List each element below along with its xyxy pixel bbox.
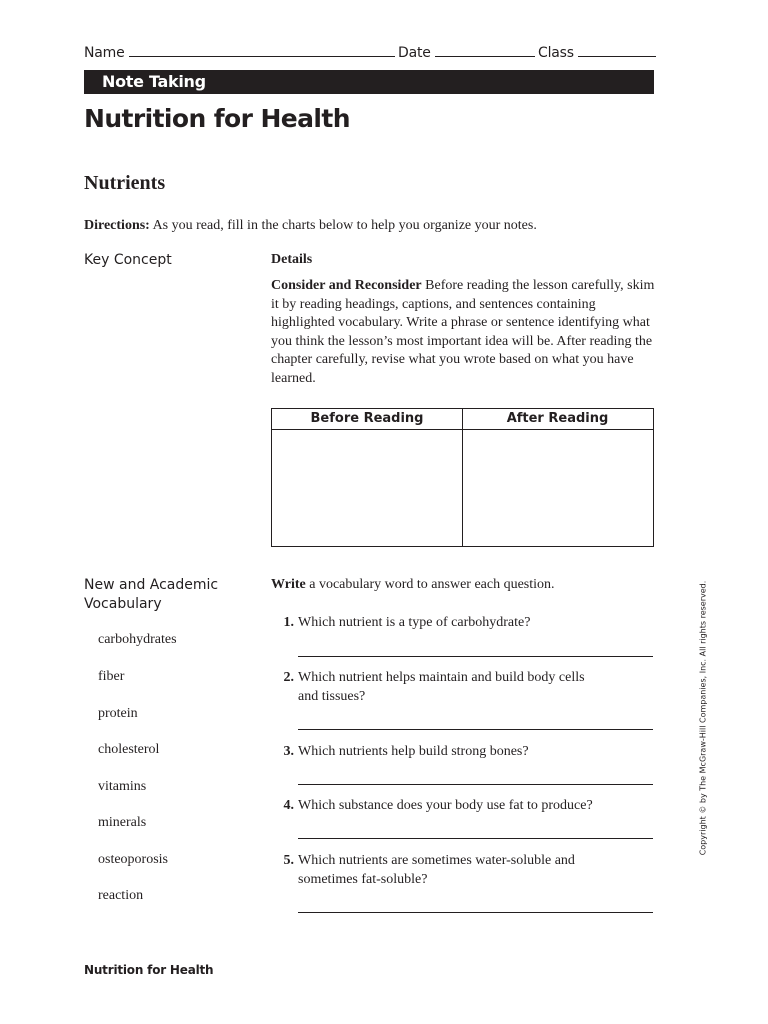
- vocabulary-heading: [84, 576, 218, 614]
- question-text: Which nutrients help build strong bones?: [298, 744, 529, 759]
- consider-paragraph: [271, 277, 656, 388]
- question-number: 3.: [283, 744, 294, 759]
- vocab-item: fiber: [98, 669, 125, 684]
- class-line[interactable]: [578, 44, 656, 57]
- before-reading-header: Before Reading: [272, 409, 462, 430]
- vocab-item: carbohydrates: [98, 632, 177, 647]
- name-line[interactable]: [129, 44, 395, 57]
- question-number: 1.: [283, 615, 294, 630]
- directions-label: Directions:: [84, 218, 150, 233]
- class-field[interactable]: [538, 44, 656, 61]
- vocab-item: reaction: [98, 888, 144, 903]
- answer-line-2[interactable]: [298, 729, 653, 730]
- question-text-cont: and tissues?: [298, 689, 366, 704]
- vocab-item: minerals: [98, 815, 147, 830]
- vocab-item: protein: [98, 706, 138, 721]
- consider-text: Before reading the lesson carefully, skim it by reading headings, captions, and sentences containing highlighted vocabulary. Write a phrase or sentence identifying what you think the lesson’s most important idea will be. After reading the chapter carefully, revise what you wrote based on what you have learned.: [271, 278, 655, 386]
- page-title: Nutrition for Health: [84, 104, 350, 133]
- question-text-cont: sometimes fat-soluble?: [298, 872, 428, 887]
- vocab-item: vitamins: [98, 779, 147, 794]
- copyright-notice: Copyright © by The McGraw-Hill Companies, Inc. All rights reserved.: [698, 580, 708, 856]
- question-text: Which nutrient is a type of carbohydrate?: [298, 615, 531, 630]
- date-label: Date: [398, 45, 431, 61]
- page-footer: Nutrition for Health: [84, 963, 214, 977]
- details-heading: Details: [271, 252, 313, 267]
- consider-label: Consider and Reconsider: [271, 278, 422, 293]
- answer-line-1[interactable]: [298, 656, 653, 657]
- banner-label: Note Taking: [102, 72, 206, 91]
- answer-line-4[interactable]: [298, 838, 653, 839]
- name-label: Name: [84, 45, 125, 61]
- before-reading-cell[interactable]: [272, 430, 462, 546]
- question-text: Which nutrients are sometimes water-soluble and: [298, 853, 575, 868]
- question-number: 4.: [283, 798, 294, 813]
- key-concept-heading: Key Concept: [84, 252, 172, 268]
- before-after-table: [271, 408, 654, 547]
- question-number: 5.: [283, 853, 294, 868]
- answer-line-5[interactable]: [298, 912, 653, 913]
- vocab-item: cholesterol: [98, 742, 160, 757]
- after-reading-cell[interactable]: [463, 430, 653, 546]
- directions: [84, 218, 537, 234]
- vocabulary-heading-line2: Vocabulary: [84, 596, 162, 612]
- write-instruction: [271, 577, 555, 593]
- section-title: Nutrients: [84, 172, 166, 194]
- question-text: Which nutrient helps maintain and build body cells: [298, 670, 585, 685]
- write-text: a vocabulary word to answer each question.: [305, 577, 555, 592]
- note-taking-banner: [84, 70, 654, 94]
- directions-text: As you read, fill in the charts below to help you organize your notes.: [149, 218, 537, 233]
- question-number: 2.: [283, 670, 294, 685]
- write-label: Write: [271, 577, 306, 592]
- class-label: Class: [538, 45, 574, 61]
- name-field[interactable]: [84, 44, 395, 61]
- after-reading-header: After Reading: [462, 409, 653, 430]
- question-text: Which substance does your body use fat to produce?: [298, 798, 593, 813]
- date-field[interactable]: [398, 44, 535, 61]
- date-line[interactable]: [435, 44, 535, 57]
- vocabulary-heading-line1: New and Academic: [84, 577, 219, 593]
- vocab-item: osteoporosis: [98, 852, 168, 867]
- answer-line-3[interactable]: [298, 784, 653, 785]
